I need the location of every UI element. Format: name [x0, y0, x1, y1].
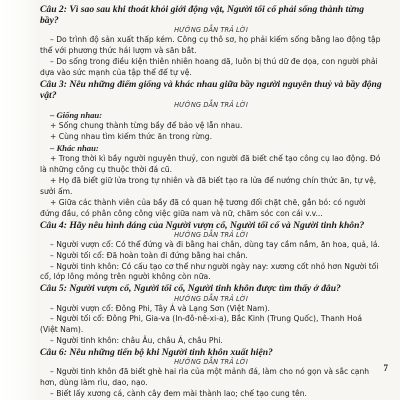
answer-guide-label: HƯỚNG DẪN TRẢ LỜI — [174, 358, 248, 367]
answer-line: + Trong thời kì bầy người nguyên thuỷ, con người đã biết chế tạo công cụ lao động. Đó là những công cụ thuộc thời đá cũ. — [40, 154, 381, 174]
question-heading: Câu 4: Hãy nêu hình dáng của Người vượn cổ, Người tối cổ và Người tinh khôn? — [40, 219, 365, 231]
question-heading: Câu 3: Nêu những điểm giống và khác nhau giữa bầy người nguyên thuỷ và bầy động vật? — [40, 79, 382, 102]
answer-line: + Cùng nhau tìm kiếm thức ăn trong rừng. — [50, 132, 213, 142]
page-fold-shadow — [0, 0, 38, 400]
page-content — [40, 4, 382, 400]
answer-line: + Giữa các thành viên của bầy đã có quan hệ tương đối chặt chẽ, gắn bó: có người đứng đầu, có phân công công việc giữa nam và nữ, chăm sóc con cái v.v... — [40, 197, 366, 218]
answer-guide-label: HƯỚNG DẪN TRẢ LỜI — [174, 294, 248, 303]
question-heading: Câu 6: Nêu những tiến bộ khi Người tinh khôn xuất hiện? — [40, 347, 273, 359]
answer-line: – Người vượn cổ: Có thể đứng và đi bằng hai chân, dùng tay cầm nắm, ăn hoa, quả, lá. — [50, 239, 380, 249]
answer-guide-label: HƯỚNG DẪN TRẢ LỜI — [174, 26, 248, 35]
subheading: – Giống nhau: — [50, 110, 103, 121]
question-heading: Câu 5: Người vượn cổ, Người tối cổ, Người tinh khôn được tìm thấy ở đâu? — [40, 283, 341, 295]
answer-line: – Người tinh khôn: Có cấu tạo cơ thể như người ngày nay: xương cốt nhỏ hơn Người tối cổ, lớp lông mỏng trên người không còn nữa. — [40, 261, 379, 282]
answer-line: – Biết lấy xương cá, cành cây đem mài thành lao; chế tạo cung tên. — [50, 389, 307, 399]
subheading: – Khác nhau: — [50, 143, 99, 154]
answer-line: – Do sống trong điều kiện thiên nhiên hoang dã, luôn bị thú dữ đe dọa, con người phải dựa vào sức mạnh của tập thể để tự vệ. — [40, 57, 378, 78]
answer-line: + Sống chung thành từng bầy để bảo vệ lẫn nhau. — [50, 121, 243, 131]
answer-line: – Người tinh khôn đã biết ghè hai rìa của một mảnh đá, làm cho nó gọn và sắc cạnh hơn, dùng làm rìu, dao, nạo. — [40, 367, 370, 388]
answer-line: – Người tinh khôn: châu Âu, châu Á, châu Phi. — [50, 336, 223, 346]
answer-line: – Người vượn cổ: Đông Phi, Tây Á và Lạng Sơn (Việt Nam). — [50, 303, 270, 313]
answer-line: – Người tối cổ: Đã hoàn toàn đi đứng bằng hai chân. — [50, 250, 248, 260]
answer-guide-label: HƯỚNG DẪN TRẢ LỜI — [174, 101, 248, 110]
page-number: 7 — [383, 363, 388, 374]
question-heading: Câu 2: Vì sao sau khi thoát khỏi giới động vật, Người tối cổ phải sống thành từng bầy? — [40, 4, 365, 27]
answer-line: – Do trình độ sản xuất thấp kém. Công cụ thô sơ, họ phải kiếm sống bằng lao động tập thể với phương thức hái lượm và săn bắt. — [40, 35, 381, 56]
answer-guide-label: HƯỚNG DẪN TRẢ LỜI — [174, 230, 248, 239]
answer-line: – Người tối cổ: Đông Phi, Gia-va (In-đô-nê-xi-a), Bắc Kinh (Trung Quốc), Thanh Hoá (Việt Nam). — [40, 314, 363, 335]
answer-line: + Họ đã biết giữ lửa trong tự nhiên và đã biết tạo ra lửa để nướng chín thức ăn, tự vệ, sưởi ấm. — [40, 175, 377, 196]
